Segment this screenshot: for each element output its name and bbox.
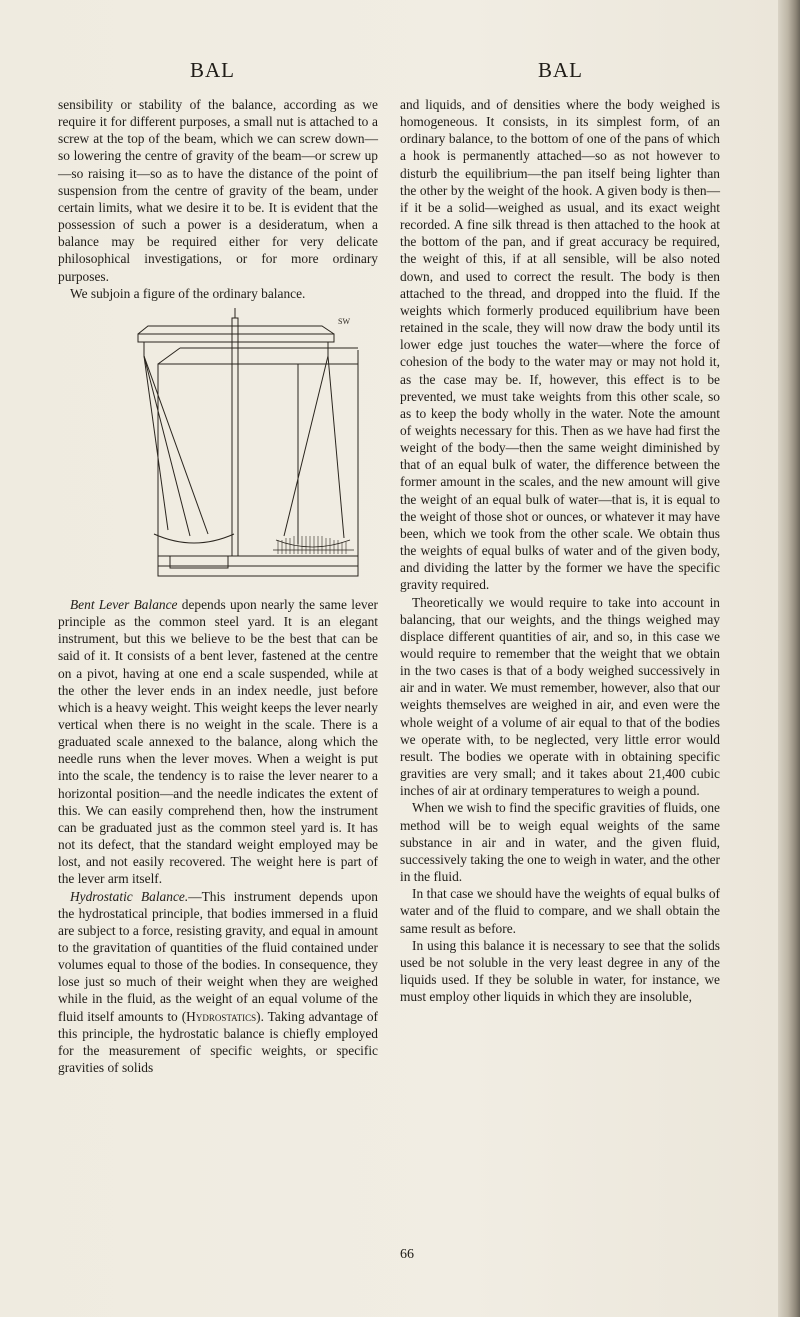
balance-figure <box>58 304 378 590</box>
engraver-mark: SW <box>338 316 350 326</box>
running-head-left: BAL <box>190 58 235 82</box>
paragraph: We subjoin a figure of the ordinary balance. <box>70 285 306 301</box>
paragraph-text: depends upon nearly the same lever principle as the common steel yard. It is an elegant instrument, but this we believe to be the best that can be said of it. It consists of a bent lever, fastened at the centre on a pivot, having at one end a scale suspended, while at the other the lever ends in an index needle, just before which is a heavy weight. This weight keeps the lever nearly vertical when there is no weight in the scale. There is a graduated scale annexed to the balance, along which the needle runs when the lever moves. When a weight is put into the scale, the tendency is to raise the lever nearer to a horizontal position—and the needle indicates the extent of this. We can easily comprehend then, how the instrument can be graduated just as the common steel yard is. It has not its defect, that the standard weight employed may be lost, and not easily recovered. The weight here is part of the lever arm itself. <box>58 596 378 887</box>
right-column <box>400 96 720 1005</box>
page-number: 66 <box>400 1247 414 1262</box>
left-column <box>58 96 378 1076</box>
paragraph: sensibility or stability of the balance, according as we require it for different purposes, a small nut is attached to a screw at the top of the beam, which we can screw down—so lowering the centre of gravity of the beam—or screw up—so raising it—so as to have the distance of the point of suspension from the centre of gravity of the beam, under certain limits, what we desire it to be. It is evident that the possession of such a power is a desideratum, when a balance may be required either for very delicate philosophical investigations, or for more ordinary purposes. <box>58 97 378 284</box>
paragraph: In that case we should have the weights of equal bulks of water and of the fluid to compare, and we shall obtain the same result as before. <box>400 886 720 936</box>
paragraph: and liquids, and of densities where the body weighed is homogeneous. It consists, in its simplest form, of an ordinary balance, to the bottom of one of the pans of which a hook is permanently attached—so as not however to disturb the equilibrium—the pan itself being lighter than the other by the weight of the hook. A given body is then—if it be a solid—weighed as usual, and its exact weight recorded. A fine silk thread is then attached to the hook at the bottom of the pan, and if great accuracy be required, the weight of this, if at all sensible, will be also noted down, and used to correct the result. The body is then attached to the thread, and dropped into the fluid. If the weights which formerly produced equilibrium have been retained in the scale, they will now draw the body until its lower edge just touches the water—where the force of cohesion of the body to the water may or may not hold it, as the case may be. If, however, this effect is to be prevented, we must take weights from this other scale, so as to keep the body wholly in the water. Note the amount of weights necessary for this. Then as we have had first the weight of the body—then the same weight diminished by that of an equal bulk of water, the difference between the former amount in the scales, and the new amount will give the weight of an equal bulk of water—that is, it is equal to the weight of those shot or ounces, or whatever it may have been, which we took from the other scale. We obtain thus the weights of equal bulks of water and of the given body, and dividing the latter by the former we have the specific gravity required. <box>400 97 720 593</box>
paragraph: Theoretically we would require to take into account in balancing, that our weights, and the things weighed may displace different quantities of air, and so, in this case we would require to remember that the weight that we obtain in the two cases is that of a body weighed successively in air and in water. We must remember, however, also that our weights themselves are weighed in air, and even were the whole weight of a volume of air equal to that of the bodies we operate with, to be neglected, very little error would result. The bodies we operate with in obtaining specific gravities are very small; and it takes about 21,400 cubic inches of air at ordinary temperatures to weigh a pound. <box>400 594 720 799</box>
paragraph-text: —This instrument depends upon the hydrostatical principle, that bodies immersed in a fluid are subject to a force, resisting gravity, and equal in amount to the gravitation of quantities of the fluid contained under volumes equal to those of the bodies. In consequence, they lose just so much of their weight when they are weighed while in the fluid, as the weight of an equal volume of the fluid itself amounts to ( <box>58 888 378 1024</box>
paragraph: In using this balance it is necessary to see that the solids used be not soluble in the very least degree in any of the liquids used. If they be soluble in water, for instance, we must employ other liquids in which they are insoluble, <box>400 937 720 1005</box>
paragraph <box>58 596 378 888</box>
entry-heading: Bent Lever Balance <box>70 596 178 612</box>
cross-reference: Hydrostatics <box>186 1008 257 1024</box>
entry-heading: Hydrostatic Balance. <box>70 888 189 904</box>
balance-engraving <box>58 304 378 590</box>
paragraph-text: ). Taking advantage of this principle, the hydrostatic balance is chiefly employed for the measurement of specific weights, or specific gravities of solids <box>58 1008 378 1076</box>
running-head-right: BAL <box>538 58 583 82</box>
paragraph: When we wish to find the specific gravities of fluids, one method will be to weigh equal weights of the same substance in air and in water, and the given fluid, successively taking the one to weigh in water, and the other in the fluid. <box>400 800 720 885</box>
page-edge-shadow <box>778 0 800 1317</box>
paragraph <box>58 888 378 1077</box>
